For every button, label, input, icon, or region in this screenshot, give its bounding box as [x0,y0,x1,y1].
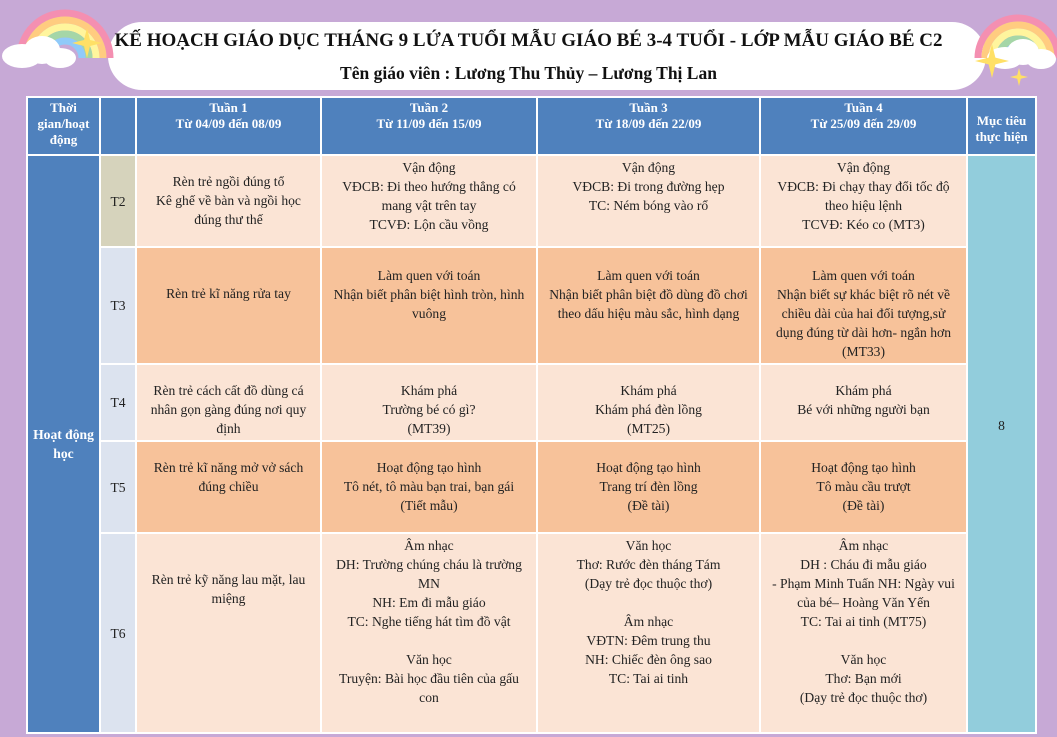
education-plan-table [26,96,1037,734]
activity-cell: Hoạt động tạo hình Tô màu cầu trượt (Đề tài) [760,441,967,533]
week-4-header: Tuần 4 Từ 25/09 đến 29/09 [760,97,967,155]
week-2-header: Tuần 2 Từ 11/09 đến 15/09 [321,97,537,155]
table-row [27,155,1036,247]
activity-cell: Khám phá Bé với những người bạn [760,364,967,441]
activity-cell: Rèn trẻ kĩ năng rửa tay [136,247,321,364]
table-row [27,441,1036,533]
activity-cell: Làm quen với toán Nhận biết sự khác biệt rõ nét về chiều dài của hai đối tượng,sử dụng đúng từ dài hơn- ngắn hơn (MT33) [760,247,967,364]
week-1-header: Tuần 1 Từ 04/09 đến 08/09 [136,97,321,155]
activity-cell: Làm quen với toán Nhận biết phân biệt đồ dùng đồ chơi theo dấu hiệu màu sắc, hình dạng [537,247,760,364]
goal-value: 8 [967,155,1036,733]
activity-cell: Rèn trẻ kĩ năng mở vở sách đúng chiều [136,441,321,533]
goal-column-header: Mục tiêu thực hiện [967,97,1036,155]
activity-cell: Vận động VĐCB: Đi chạy thay đổi tốc độ theo hiệu lệnh TCVĐ: Kéo co (MT3) [760,155,967,247]
time-column-header: Thời gian/hoạt động [27,97,100,155]
activity-cell: Làm quen với toán Nhận biết phân biệt hình tròn, hình vuông [321,247,537,364]
activity-cell: Vận động VĐCB: Đi trong đường hẹp TC: Ném bóng vào rổ [537,155,760,247]
activity-cell: Hoạt động tạo hình Trang trí đèn lồng (Đề tài) [537,441,760,533]
day-label: T4 [100,364,136,441]
day-label: T3 [100,247,136,364]
day-label: T5 [100,441,136,533]
section-label: Hoạt động học [27,155,100,733]
day-column-header [100,97,136,155]
activity-cell: Vận động VĐCB: Đi theo hướng thẳng có mang vật trên tay TCVĐ: Lộn cầu vồng [321,155,537,247]
activity-cell: Âm nhạc DH : Cháu đi mẫu giáo - Phạm Minh Tuấn NH: Ngày vui của bé– Hoàng Văn Yến TC: Tai ai tinh (MT75) Văn học Thơ: Bạn mới (Dạy trẻ đọc thuộc thơ) [760,533,967,733]
activity-cell: Khám phá Khám phá đèn lồng (MT25) [537,364,760,441]
table-row [27,364,1036,441]
day-label: T6 [100,533,136,733]
activity-cell: Rèn trẻ kỹ năng lau mặt, lau miệng [136,533,321,733]
day-label: T2 [100,155,136,247]
week-3-header: Tuần 3 Từ 18/09 đến 22/09 [537,97,760,155]
activity-cell: Rèn trẻ cách cất đồ dùng cá nhân gọn gàng đúng nơi quy định [136,364,321,441]
activity-cell: Rèn trẻ ngồi đúng tổ Kê ghế về bàn và ngồi học đúng thư thế [136,155,321,247]
table-row [27,533,1036,733]
activity-cell: Hoạt động tạo hình Tô nét, tô màu bạn trai, bạn gái (Tiết mẫu) [321,441,537,533]
activity-cell: Khám phá Trường bé có gì? (MT39) [321,364,537,441]
activity-cell: Âm nhạc DH: Trường chúng cháu là trường MN NH: Em đi mẫu giáo TC: Nghe tiếng hát tìm đồ vật Văn học Truyện: Bài học đầu tiên của gấu con [321,533,537,733]
header-row [27,97,1036,155]
activity-cell: Văn học Thơ: Rước đèn tháng Tám (Dạy trẻ đọc thuộc thơ) Âm nhạc VĐTN: Đêm trung thu NH: Chiếc đèn ông sao TC: Tai ai tinh [537,533,760,733]
table-row [27,247,1036,364]
teacher-names: Tên giáo viên : Lương Thu Thủy – Lương Thị Lan [340,63,717,83]
page-title: KẾ HOẠCH GIÁO DỤC THÁNG 9 LỨA TUỔI MẪU GIÁO BÉ 3-4 TUỔI - LỚP MẪU GIÁO BÉ C2 [114,30,943,51]
